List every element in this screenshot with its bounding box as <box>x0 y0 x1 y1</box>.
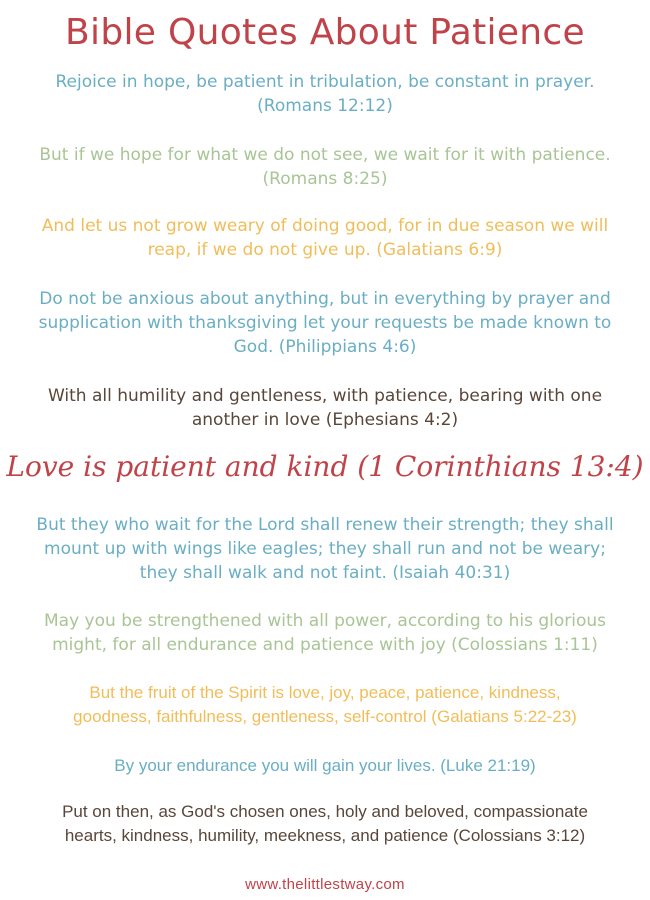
quote-luke-21-19 <box>8 754 642 778</box>
quote-line: But the fruit of the Spirit is love, joy, peace, patience, kindness, <box>89 683 561 702</box>
quote-galatians-6-9 <box>8 214 642 262</box>
quote-line: supplication with thanksgiving let your requests be made known to <box>38 313 612 333</box>
quote-line: reap, if we do not give up. (Galatians 6:9) <box>147 240 503 260</box>
page-title: Bible Quotes About Patience <box>65 12 585 53</box>
quote-line: they shall walk and not faint. (Isaiah 40:31) <box>139 563 511 583</box>
quote-line: With all humility and gentleness, with patience, bearing with one <box>47 386 603 406</box>
quote-line: May you be strengthened with all power, according to his glorious <box>44 611 606 631</box>
highlight-quote: Love is patient and kind (1 Corinthians 13:4) <box>6 450 644 483</box>
quote-line: Put on then, as God's chosen ones, holy and beloved, compassionate <box>62 802 588 821</box>
quote-colossians-3-12 <box>8 800 642 848</box>
quote-line: God. (Philippians 4:6) <box>233 337 417 357</box>
quote-isaiah-40-31 <box>8 513 642 585</box>
quote-line: Rejoice in hope, be patient in tribulation, be constant in prayer. <box>55 72 595 92</box>
quote-line: But they who wait for the Lord shall renew their strength; they shall <box>36 515 614 535</box>
quote-line: mount up with wings like eagles; they shall run and not be weary; <box>44 539 606 559</box>
quote-line: another in love (Ephesians 4:2) <box>191 410 459 430</box>
quote-line: Do not be anxious about anything, but in everything by prayer and <box>39 289 611 309</box>
quote-philippians-4-6 <box>8 287 642 359</box>
quote-line: might, for all endurance and patience with joy (Colossians 1:11) <box>52 635 598 655</box>
quote-line: hearts, kindness, humility, meekness, and patience (Colossians 3:12) <box>64 826 586 845</box>
quote-line: goodness, faithfulness, gentleness, self-control (Galatians 5:22-23) <box>73 707 577 726</box>
quote-line: (Romans 12:12) <box>257 96 393 116</box>
quote-romans-8-25 <box>8 143 642 191</box>
website-link[interactable]: www.thelittlestway.com <box>245 876 405 893</box>
quote-colossians-1-11 <box>8 609 642 657</box>
quote-galatians-5-22 <box>8 681 642 729</box>
quote-ephesians-4-2 <box>8 384 642 432</box>
quote-line: By your endurance you will gain your lives. (Luke 21:19) <box>114 756 536 775</box>
quote-romans-12-12 <box>8 70 642 118</box>
quote-line: And let us not grow weary of doing good, for in due season we will <box>41 216 609 236</box>
quote-line: But if we hope for what we do not see, we wait for it with patience. <box>39 145 611 165</box>
quote-line: (Romans 8:25) <box>262 169 388 189</box>
